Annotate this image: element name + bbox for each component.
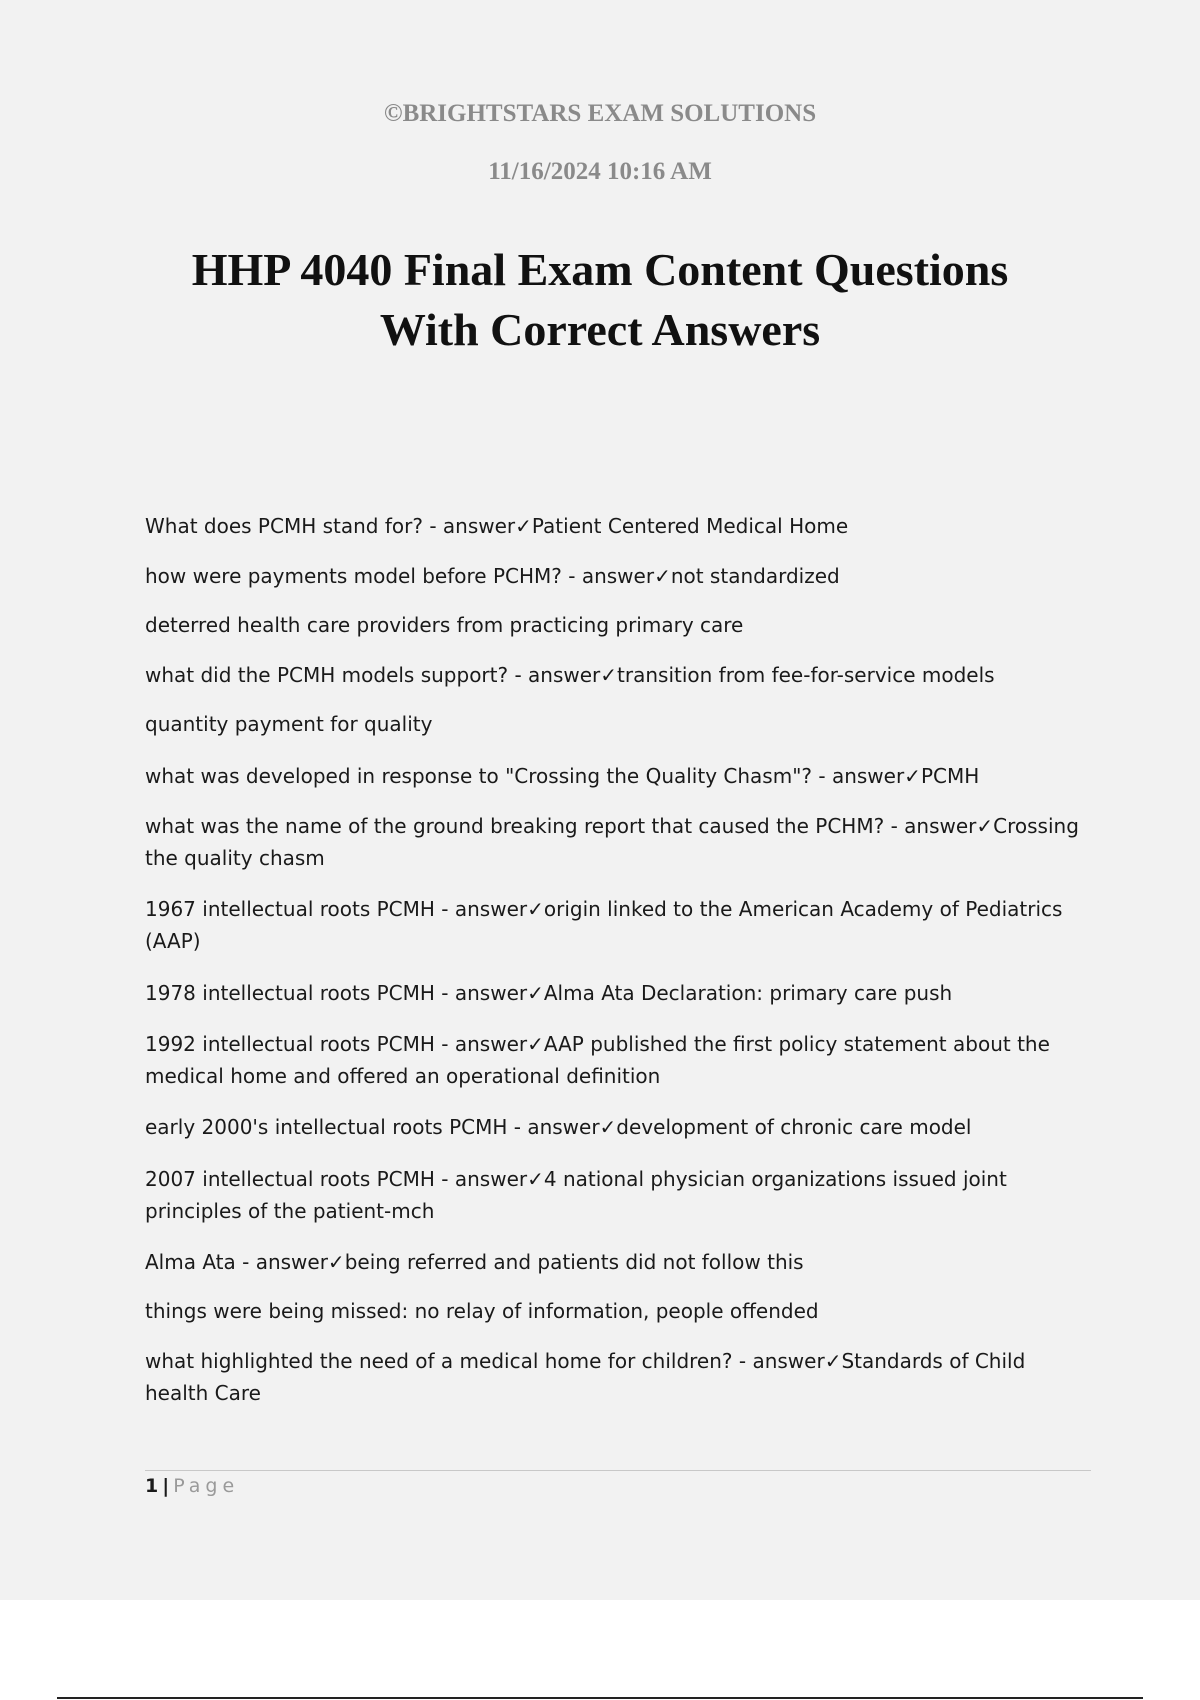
qa-item: what highlighted the need of a medical home for children? - answer✓Standards of Child health Care [145, 1349, 1026, 1405]
next-page-rule [57, 1697, 1143, 1699]
qa-item: 1978 intellectual roots PCMH - answer✓Alma Ata Declaration: primary care push [145, 981, 953, 1005]
qa-item: Alma Ata - answer✓being referred and patients did not follow this [145, 1250, 804, 1274]
page-separator: | [162, 1475, 170, 1497]
header-brand: ©BRIGHTSTARS EXAM SOLUTIONS [383, 100, 817, 127]
qa-item: quantity payment for quality [145, 712, 433, 736]
page-footer [145, 1474, 239, 1498]
qa-item: things were being missed: no relay of information, people offended [145, 1299, 819, 1323]
qa-item: What does PCMH stand for? - answer✓Patient Centered Medical Home [145, 514, 849, 538]
document-title [0, 240, 1200, 360]
qa-item: what was the name of the ground breaking report that caused the PCHM? - answer✓Crossing the quality chasm [145, 814, 1079, 870]
footer-divider [145, 1470, 1091, 1471]
qa-item: what did the PCMH models support? - answer✓transition from fee-for-service models [145, 663, 995, 687]
qa-item: 2007 intellectual roots PCMH - answer✓4 national physician organizations issued joint principles of the patient-mch [145, 1167, 1007, 1223]
document-title-line-2: With Correct Answers [379, 304, 821, 355]
qa-item: deterred health care providers from practicing primary care [145, 613, 744, 637]
header-timestamp: 11/16/2024 10:16 AM [488, 158, 712, 185]
qa-item: how were payments model before PCHM? - answer✓not standardized [145, 564, 840, 588]
qa-item: 1967 intellectual roots PCMH - answer✓origin linked to the American Academy of Pediatrics (AAP) [145, 897, 1063, 953]
qa-item: what was developed in response to "Crossing the Quality Chasm"? - answer✓PCMH [145, 764, 980, 788]
document-title-line-1: HHP 4040 Final Exam Content Questions [191, 244, 1009, 295]
page-label: Page [173, 1475, 240, 1497]
page-number: 1 [145, 1475, 159, 1497]
qa-item: 1992 intellectual roots PCMH - answer✓AAP published the first policy statement about the medical home and offered an operational definition [145, 1032, 1050, 1088]
qa-item: early 2000's intellectual roots PCMH - answer✓development of chronic care model [145, 1115, 972, 1139]
